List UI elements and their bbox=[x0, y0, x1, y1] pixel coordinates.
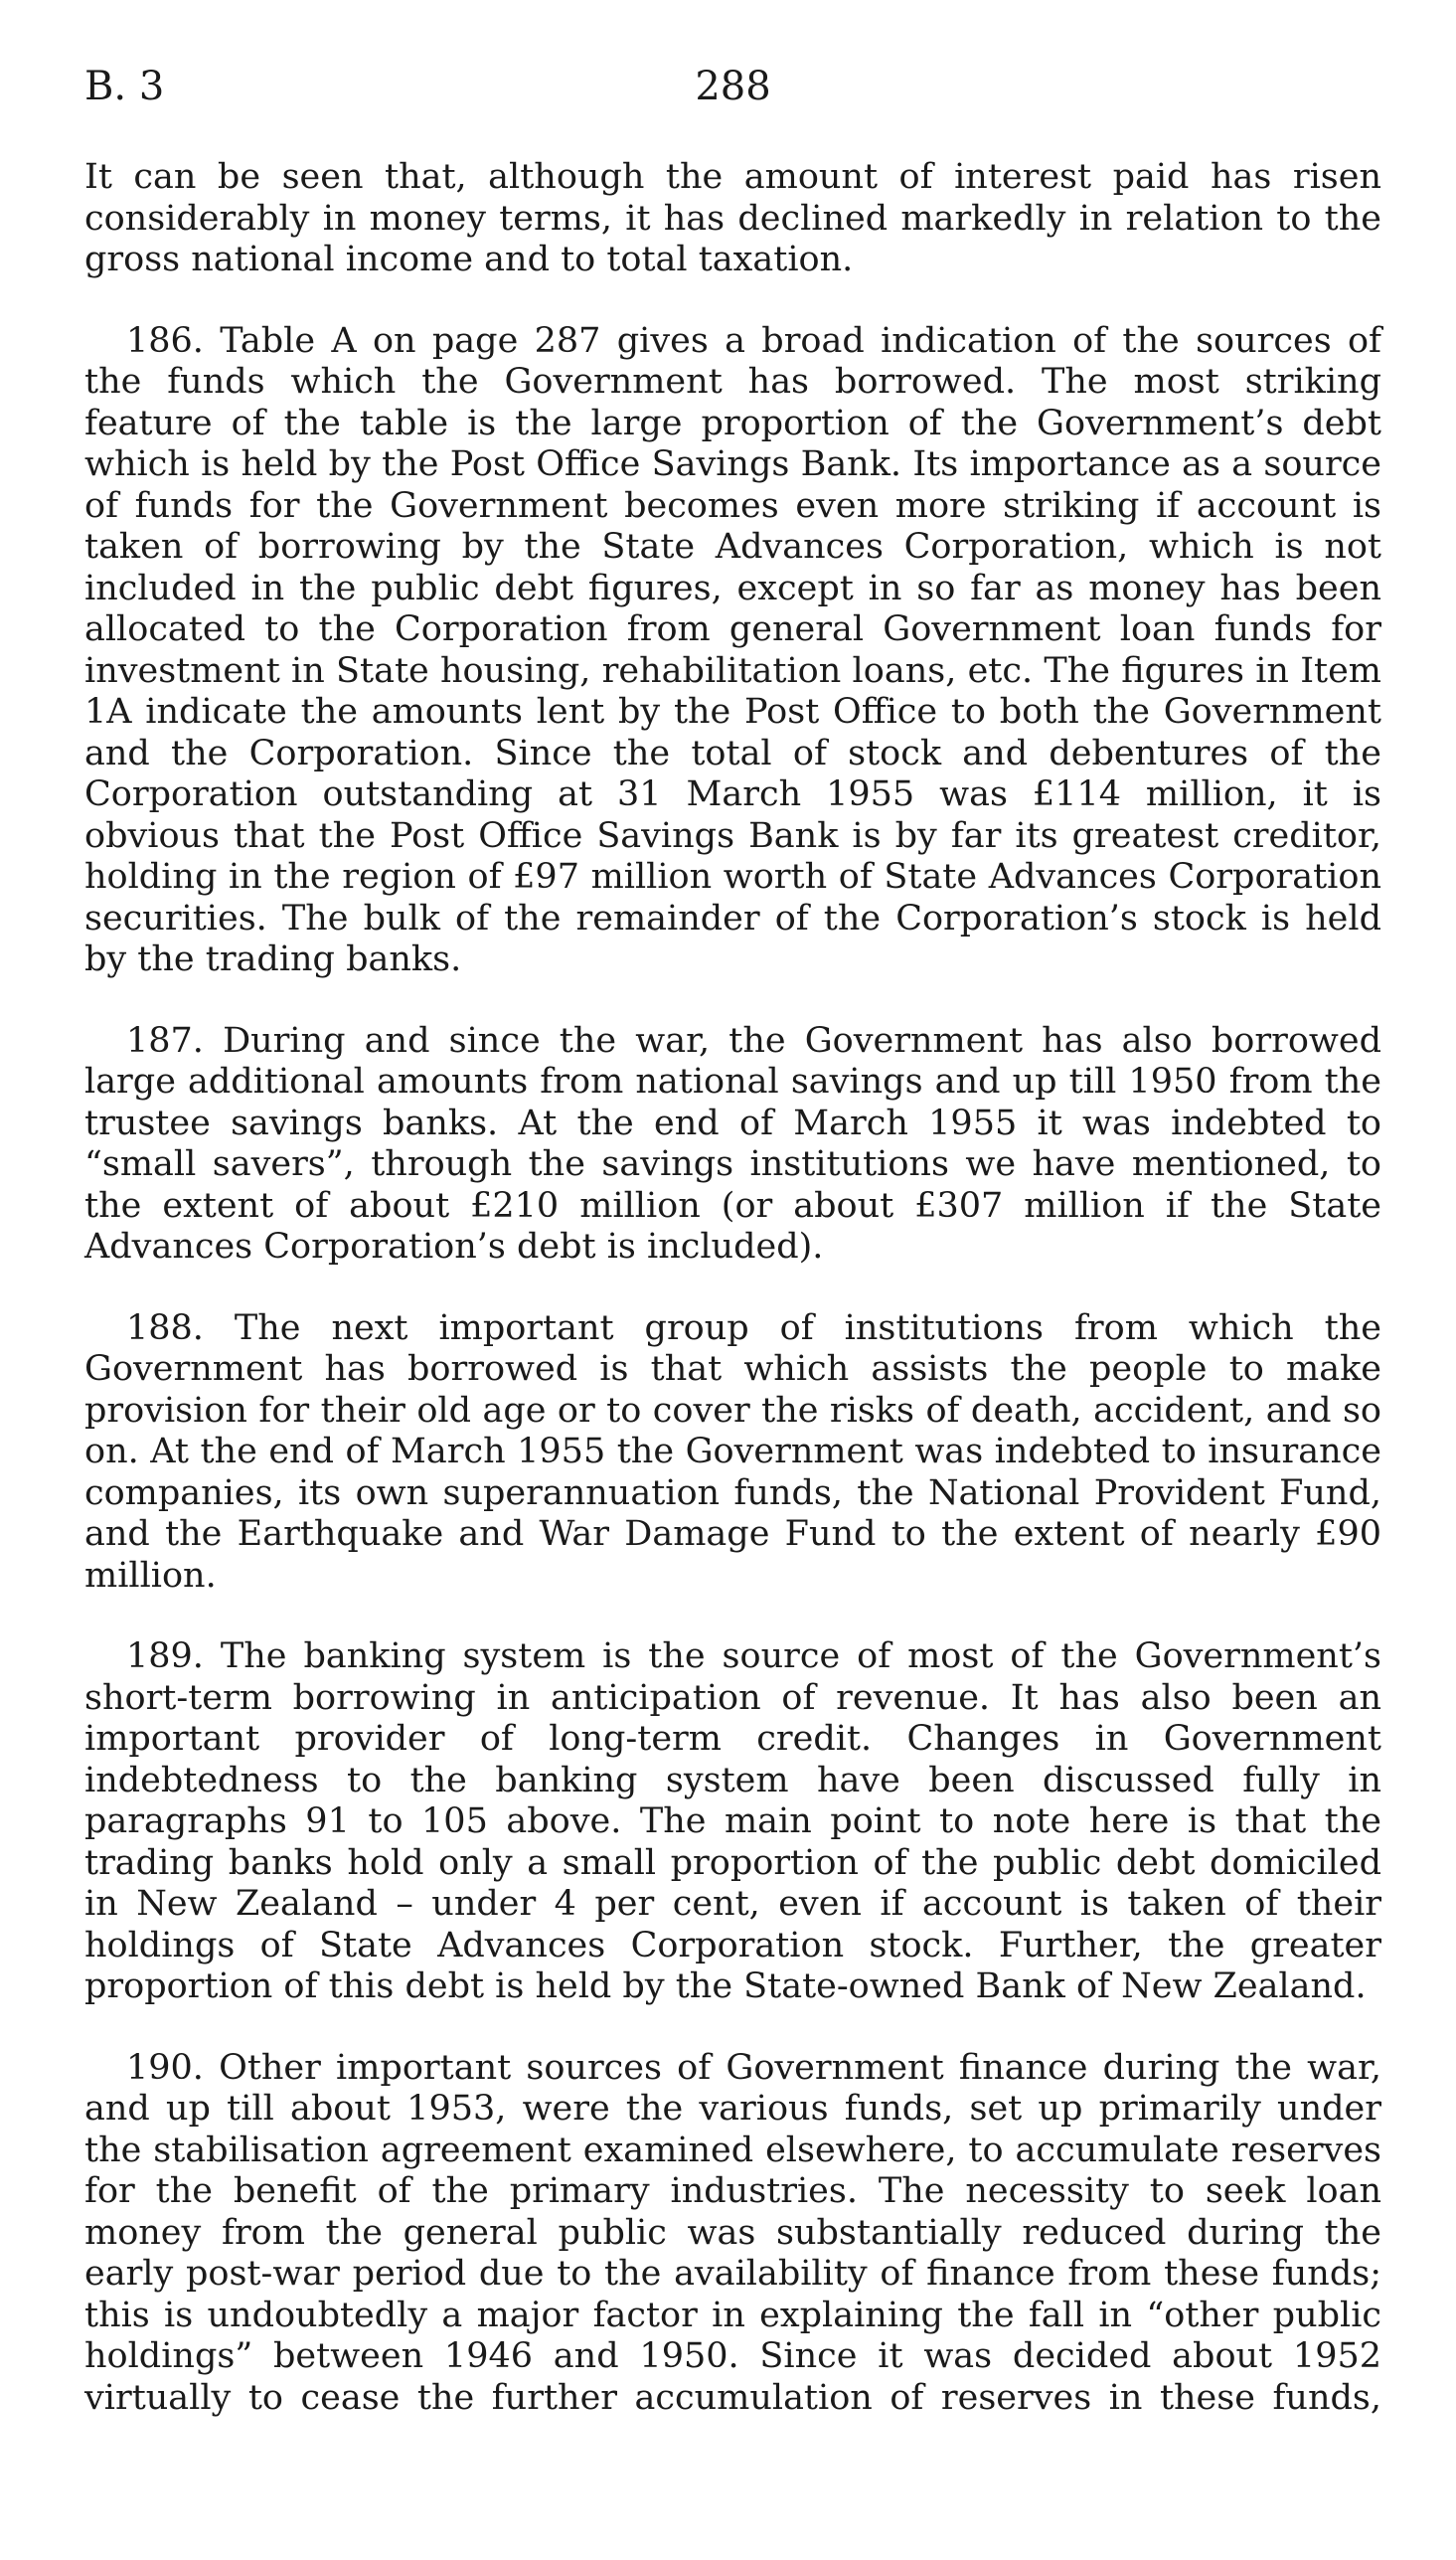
paragraph-188: 188. The next important group of institutions from which the Government has borrowed is that which assists the people to make provision for their old age or to cover the risks of death, accident, and so on. At the end of March 1955 the Government was indebted to insurance companies, its own superannuation funds, the National Provident Fund, and the Earthquake and War Damage Fund to the extent of nearly £90 million. bbox=[84, 1307, 1381, 1596]
page-header bbox=[84, 62, 1381, 111]
paragraph-186: 186. Table A on page 287 gives a broad indication of the sources of the funds which the Government has borrowed. The most striking feature of the table is the large proportion of the Government’s debt which is held by the Post Office Savings Bank. Its importance as a source of funds for the Government becomes even more striking if account is taken of borrowing by the State Advances Corporation, which is not included in the public debt figures, except in so far as money has been allocated to the Corporation from general Government loan funds for investment in State housing, rehabilitation loans, etc. The figures in Item 1A indicate the amounts lent by the Post Office to both the Government and the Corporation. Since the total of stock and debentures of the Corporation outstanding at 31 March 1955 was £114 million, it is obvious that the Post Office Savings Bank is by far its greatest creditor, holding in the region of £97 million worth of State Advances Corporation securities. The bulk of the remainder of the Corporation’s stock is held by the trading banks. bbox=[84, 320, 1381, 979]
page-body bbox=[84, 157, 1381, 2459]
paragraph-continuation: It can be seen that, although the amount of interest paid has risen considerably in money terms, it has declined markedly in relation to the gross national income and to total taxation. bbox=[84, 157, 1381, 279]
paragraph-187: 187. During and since the war, the Government has also borrowed large additional amounts from national savings and up till 1950 from the trustee savings banks. At the end of March 1955 it was indebted to “small savers”, through the savings institutions we have mentioned, to the extent of about £210 million (or about £307 million if the State Advances Corporation’s debt is included). bbox=[84, 1020, 1381, 1267]
paragraph-189: 189. The banking system is the source of most of the Government’s short-term borrowing in anticipation of revenue. It has also been an important provider of long-term credit. Changes in Government indebtedness to the banking system have been discussed fully in paragraphs 91 to 105 above. The main point to note here is that the trading banks hold only a small proportion of the public debt domiciled in New Zealand – under 4 per cent, even if account is taken of their holdings of State Advances Corporation stock. Further, the greater proportion of this debt is held by the State-owned Bank of New Zealand. bbox=[84, 1636, 1381, 2006]
document-reference: B. 3 bbox=[84, 64, 165, 109]
paragraph-190: 190. Other important sources of Government finance during the war, and up till about 1953, were the various funds, set up primarily under the stabilisation agreement examined elsewhere, to accumulate reserves for the benefit of the primary industries. The necessity to seek loan money from the general public was substantially reduced during the early post-war period due to the availability of finance from these funds; this is undoubtedly a major factor in explaining the fall in “other public holdings” between 1946 and 1950. Since it was decided about 1952 virtually to cease the further accumulation of reserves in these funds, bbox=[84, 2047, 1381, 2418]
page-number: 288 bbox=[695, 64, 771, 109]
